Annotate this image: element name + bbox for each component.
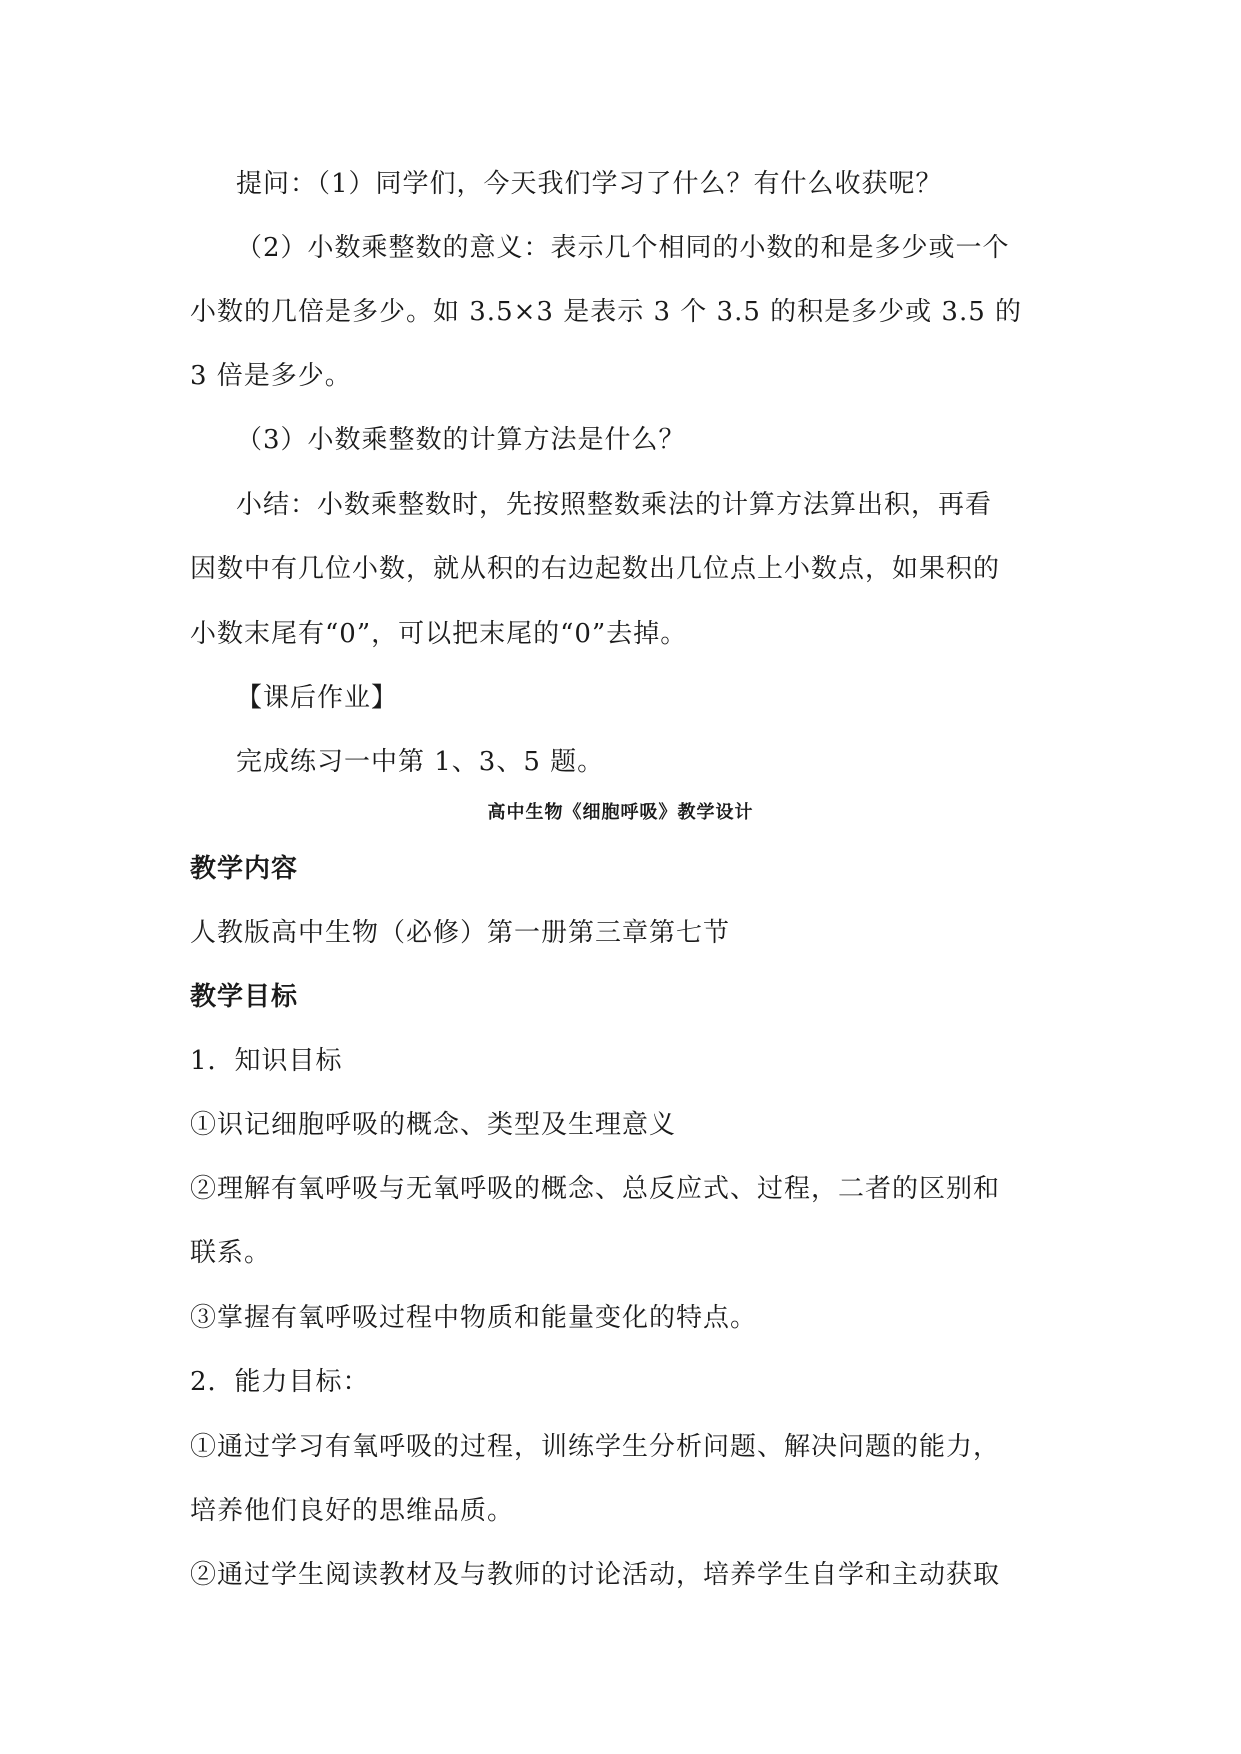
- review-question-3: （3）小数乘整数的计算方法是什么？: [236, 425, 686, 455]
- homework-text: 完成练习一中第 1、3、5 题。: [236, 747, 605, 777]
- homework-heading: 【课后作业】: [236, 683, 399, 713]
- content-text: 人教版高中生物（必修）第一册第三章第七节: [190, 918, 731, 948]
- ability-goal-2-line-1: ②通过学生阅读教材及与教师的讨论活动，培养学生自学和主动获取: [190, 1560, 1001, 1590]
- review-question-2-line-2: 小数的几倍是多少。如 3.5×3 是表示 3 个 3.5 的积是多少或 3.5 的: [190, 297, 1023, 327]
- ability-goals-heading: 2．能力目标：: [190, 1367, 370, 1397]
- knowledge-goal-2-line-1: ②理解有氧呼吸与无氧呼吸的概念、总反应式、过程，二者的区别和: [190, 1174, 1001, 1204]
- summary-line-3: 小数末尾有“0”，可以把末尾的“0”去掉。: [190, 619, 688, 649]
- content-heading: 教学内容: [190, 854, 299, 884]
- knowledge-goals-heading: 1．知识目标: [190, 1046, 343, 1076]
- knowledge-goal-1: ①识记细胞呼吸的概念、类型及生理意义: [190, 1110, 677, 1140]
- review-question-1: 提问：（1）同学们，今天我们学习了什么？有什么收获呢？: [236, 169, 943, 199]
- knowledge-goal-2-line-2: 联系。: [190, 1238, 272, 1268]
- review-question-2-line-3: 3 倍是多少。: [190, 361, 352, 391]
- ability-goal-1-line-2: 培养他们良好的思维品质。: [190, 1496, 515, 1526]
- review-question-2-line-1: （2）小数乘整数的意义：表示几个相同的小数的和是多少或一个: [236, 233, 1010, 263]
- ability-goal-1-line-1: ①通过学习有氧呼吸的过程，训练学生分析问题、解决问题的能力，: [190, 1432, 1001, 1462]
- knowledge-goal-3: ③掌握有氧呼吸过程中物质和能量变化的特点。: [190, 1303, 758, 1333]
- goals-heading: 教学目标: [190, 982, 299, 1012]
- summary-line-2: 因数中有几位小数，就从积的右边起数出几位点上小数点，如果积的: [190, 554, 1001, 584]
- lesson-title: 高中生物《细胞呼吸》教学设计: [487, 802, 754, 823]
- summary-line-1: 小结：小数乘整数时，先按照整数乘法的计算方法算出积，再看: [236, 490, 993, 520]
